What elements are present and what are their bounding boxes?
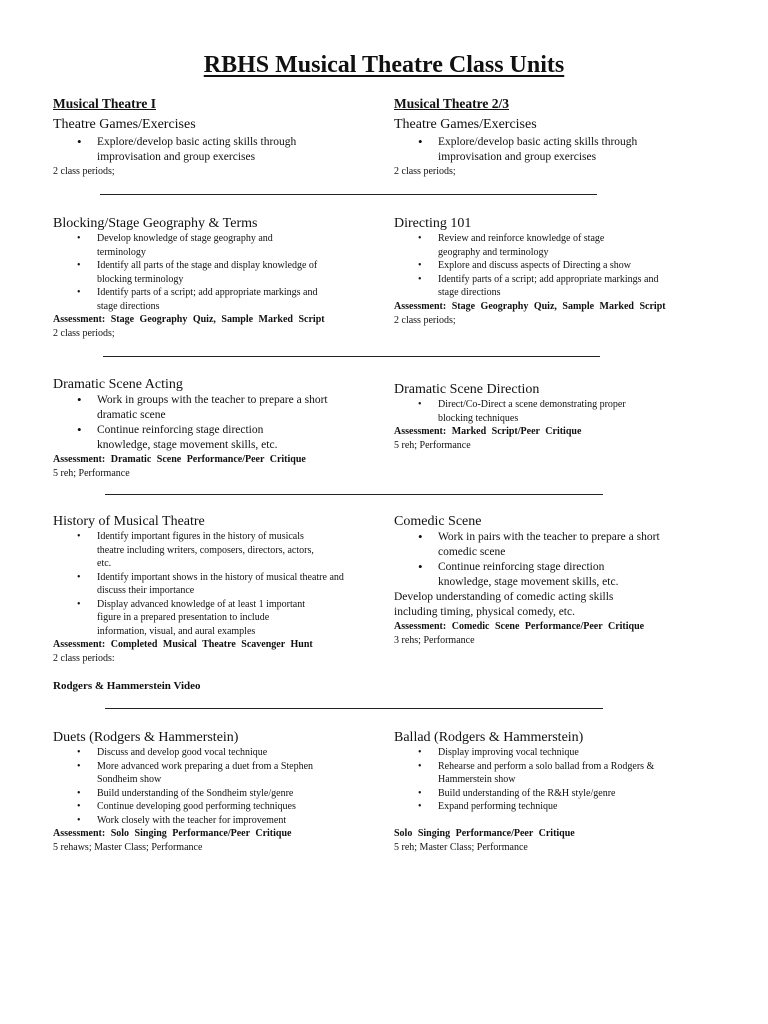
class-periods: 2 class periods: [53, 653, 115, 664]
bullet-list [53, 135, 363, 165]
bullet-item: • Continue reinforcing stage direction knowledge, stage movement skills, etc. [53, 423, 297, 453]
bullet-item: • Build understanding of the R&H style/genre [394, 787, 698, 801]
bullet-item: • Continue developing good performing techniques [53, 800, 347, 814]
video-note: Rodgers & Hammerstein Video [53, 679, 201, 692]
class-periods: 2 class periods; [394, 166, 456, 177]
unit-ballad [394, 729, 704, 854]
bullet-item: • Identify all parts of the stage and display knowledge of blocking terminology [53, 259, 342, 286]
unit-dramatic-scene-acting [53, 376, 363, 481]
bullet-item: • Build understanding of the Sondheim style/genre [53, 787, 347, 801]
unit-title: Dramatic Scene Direction [394, 382, 540, 397]
unit-title: Theatre Games/Exercises [53, 117, 196, 132]
unit-duets [53, 729, 363, 855]
bullet-item: • Rehearse and perform a solo ballad from a Rodgers & Hammerstein show [394, 760, 688, 787]
assessment: Assessment: Marked Script/Peer Critique [394, 426, 582, 437]
bullet-list [53, 393, 363, 453]
class-periods: 2 class periods; [53, 328, 115, 339]
unit-theatre-games-right [394, 116, 704, 179]
unit-dramatic-scene-direction [394, 381, 704, 453]
unit-title: Blocking/Stage Geography & Terms [53, 216, 258, 231]
bullet-item: • Display advanced knowledge of at least 1 important figure in a prepared presentation to include information, visual, and aural examples [53, 598, 317, 639]
unit-blocking [53, 215, 363, 341]
section-divider [105, 708, 603, 709]
bullet-item: • Work in groups with the teacher to prepare a short dramatic scene [53, 393, 342, 423]
bullet-list [53, 746, 363, 827]
bullet-item: • Identify parts of a script; add appropriate markings and stage directions [53, 286, 332, 313]
bullet-item: • Identify parts of a script; add appropriate markings and stage directions [394, 273, 678, 300]
bullet-list [394, 746, 704, 814]
bullet-item: • More advanced work preparing a duet from a Stephen Sondheim show [53, 760, 317, 787]
section-divider [105, 494, 603, 495]
unit-title: Directing 101 [394, 216, 472, 231]
bullet-list [394, 232, 704, 300]
class-periods: 5 reh; Performance [53, 468, 130, 479]
assessment: Assessment: Dramatic Scene Performance/Peer Critique [53, 454, 306, 465]
section-divider [100, 194, 597, 195]
bullet-item: • Work closely with the teacher for improvement [53, 814, 347, 828]
class-periods: 3 rehs; Performance [394, 635, 475, 646]
bullet-list [394, 530, 704, 590]
document-title: RBHS Musical Theatre Class Units [203, 52, 565, 78]
bullet-item: • Display improving vocal technique [394, 746, 698, 760]
unit-title: Ballad (Rodgers & Hammerstein) [394, 730, 584, 745]
class-periods: 5 rehaws; Master Class; Performance [53, 842, 203, 853]
bullet-item: • Explore and discuss aspects of Directing a show [394, 259, 698, 273]
unit-title: Comedic Scene [394, 514, 482, 529]
bullet-item: • Discuss and develop good vocal technique [53, 746, 347, 760]
assessment: Assessment: Stage Geography Quiz, Sample Marked Script [394, 300, 666, 312]
assessment: Assessment: Stage Geography Quiz, Sample Marked Script [53, 314, 325, 325]
class-periods: 2 class periods; [394, 314, 456, 326]
unit-directing-101 [394, 215, 704, 327]
unit-title: History of Musical Theatre [53, 514, 205, 529]
unit-title: Dramatic Scene Acting [53, 377, 183, 392]
bullet-item: • Explore/develop basic acting skills through improvisation and group exercises [53, 135, 337, 165]
bullet-item: • Review and reinforce knowledge of stage geography and terminology [394, 232, 638, 259]
unit-title: Duets (Rodgers & Hammerstein) [53, 730, 239, 745]
assessment: Assessment: Completed Musical Theatre Scavenger Hunt [53, 639, 313, 650]
unit-theatre-games-left [53, 116, 363, 179]
bullet-list [394, 398, 704, 425]
course-header-right: Musical Theatre 2/3 [394, 96, 509, 111]
section-divider [103, 356, 600, 357]
bullet-item: • Direct/Co-Direct a scene demonstrating proper blocking techniques [394, 398, 658, 425]
course-header-left: Musical Theatre I [53, 96, 156, 111]
bullet-item: • Identify important figures in the history of musicals theatre including writers, composers, directors, actors, etc. [53, 530, 319, 571]
unit-history-of-musical-theatre [53, 513, 363, 692]
assessment: Assessment: Comedic Scene Performance/Peer Critique [394, 621, 645, 632]
assessment: Solo Singing Performance/Peer Critique [394, 827, 575, 839]
class-periods: 5 reh; Master Class; Performance [394, 841, 528, 853]
unit-description: Develop understanding of comedic acting skills including timing, physical comedy, etc. [394, 591, 614, 618]
bullet-item: • Identify important shows in the history of musical theatre and discuss their importance [53, 571, 352, 598]
bullet-item: • Develop knowledge of stage geography and terminology [53, 232, 307, 259]
class-periods: 2 class periods; [53, 166, 115, 177]
bullet-list [394, 135, 704, 165]
bullet-item: • Expand performing technique [394, 800, 698, 814]
assessment: Assessment: Solo Singing Performance/Peer Critique [53, 828, 292, 839]
bullet-list [53, 530, 363, 638]
bullet-list [53, 232, 363, 313]
unit-title: Theatre Games/Exercises [394, 117, 537, 132]
bullet-item: • Continue reinforcing stage direction knowledge, stage movement skills, etc. [394, 560, 638, 590]
class-periods: 5 reh; Performance [394, 440, 471, 451]
unit-comedic-scene [394, 513, 704, 648]
bullet-item: • Work in pairs with the teacher to prepare a short comedic scene [394, 530, 674, 560]
bullet-item: • Explore/develop basic acting skills through improvisation and group exercises [394, 135, 678, 165]
